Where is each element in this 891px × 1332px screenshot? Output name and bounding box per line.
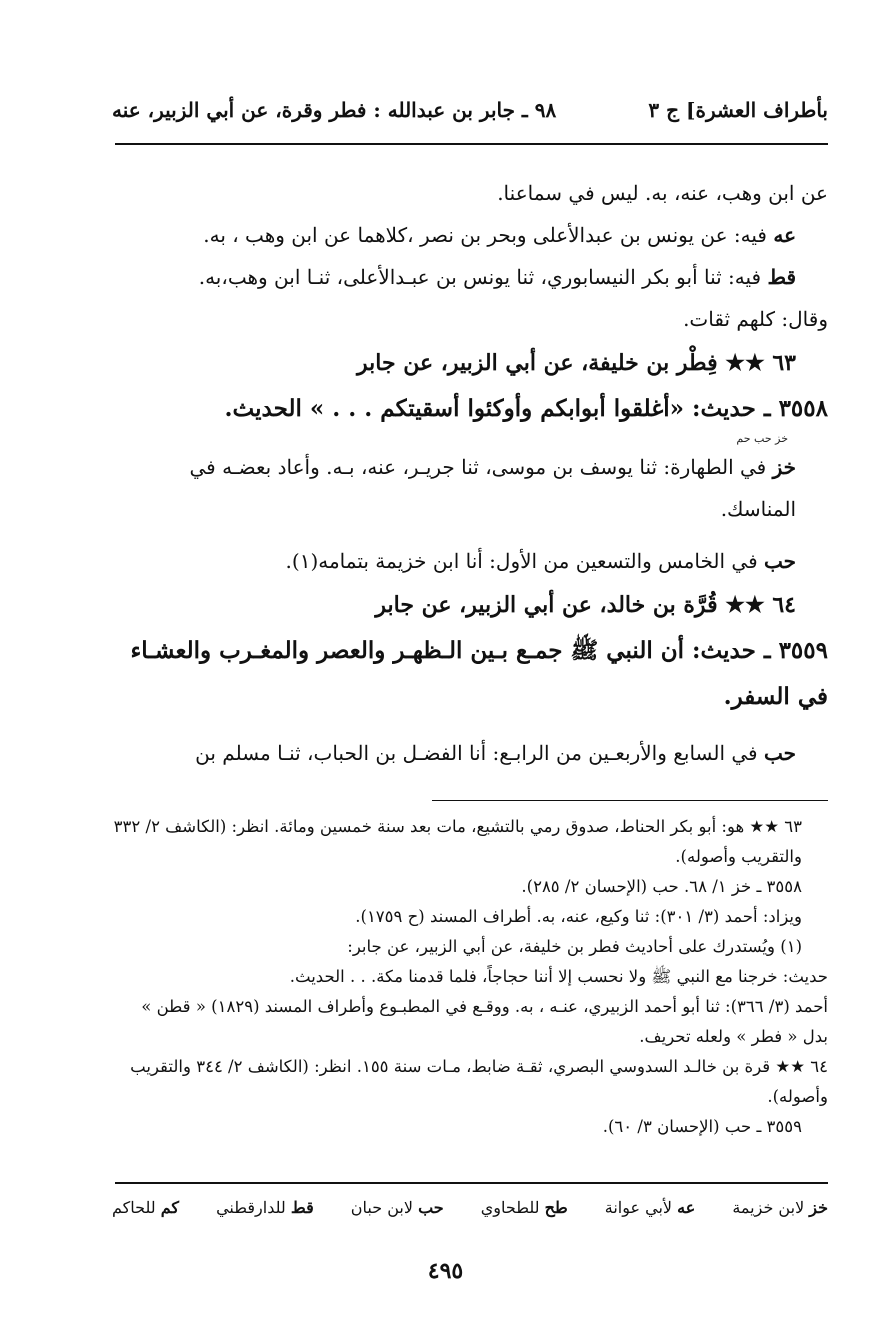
main-text	[112, 172, 828, 774]
abbreviation: عه لأبي عوانة	[604, 1198, 696, 1217]
footnotes	[112, 812, 828, 1142]
footnote: ويزاد: أحمد (٣/ ٣٠١): ثنا وكيع، عنه، به. أطراف المسند (ح ١٧٥٩).	[355, 907, 802, 926]
paragraph: حب في السابع والأربعـين من الرابـع: أنا الفضـل بن الحباب، ثنـا مسلم بن	[195, 741, 796, 765]
source-code: قط	[767, 265, 796, 289]
source-code: عه	[773, 223, 796, 247]
paragraph: قط فيه: ثنا أبو بكر النيسابوري، ثنا يونس بن عبـدالأعلى، ثنـا ابن وهب،به.	[198, 265, 796, 289]
footnote: (١) ويُستدرك على أحاديث فطر بن خليفة، عن أبي الزبير، عن جابر:	[347, 937, 802, 956]
narrator-heading: ٦٤ ★★ قُرَّة بن خالد، عن أبي الزبير، عن جابر	[375, 592, 796, 618]
source-code: حب	[763, 549, 796, 573]
abbreviation: كم للحاكم	[112, 1198, 180, 1217]
source-code: خز	[772, 455, 796, 479]
abbreviation: قط للدارقطني	[216, 1198, 314, 1217]
abbreviations-rule	[115, 1182, 828, 1184]
paragraph: وقال: كلهم ثقات.	[683, 307, 828, 331]
footnote: أحمد (٣/ ٣٦٦): ثنا أبو أحمد الزبيري، عنـه ، به. ووقـع في المطبـوع وأطراف المسند (١٨٢٩) « قطن » بدل « فطر » ولعله تحريف.	[141, 997, 828, 1046]
source-code: حب	[763, 741, 796, 765]
footnote-rule	[432, 800, 828, 801]
header-chapter: ٩٨ ـ جابر بن عبدالله : فطر وقرة، عن أبي الزبير، عنه	[112, 98, 557, 122]
paragraph: حب في الخامس والتسعين من الأول: أنا ابن خزيمة بتمامه(١).	[285, 549, 796, 573]
paragraph: عه فيه: عن يونس بن عبدالأعلى وبحر بن نصر ،كلاهما عن ابن وهب ، به.	[203, 223, 796, 247]
footnote: ٦٣ ★★ هو: أبو بكر الحناط، صدوق رمي بالتشيع، مات بعد سنة خمسين ومائة. انظر: (الكاشف ٢/ ٣٣٢ والتقريب وأصوله).	[113, 817, 802, 866]
source-marker: خز حب حم	[736, 432, 788, 445]
abbreviations-key	[112, 1198, 828, 1217]
header-volume: بأطراف العشرة] ج ٣	[648, 98, 828, 122]
abbreviation: طح للطحاوي	[480, 1198, 568, 1217]
abbreviation: حب لابن حبان	[350, 1198, 444, 1217]
paragraph: خز في الطهارة: ثنا يوسف بن موسى، ثنا جريـر، عنه، بـه. وأعاد بعضـه في المناسك.	[189, 455, 796, 521]
abbreviation: خز لابن خزيمة	[732, 1198, 828, 1217]
running-header	[112, 92, 828, 128]
page-number: ٤٩٥	[427, 1258, 464, 1284]
hadith-entry: ٣٥٥٩ ـ حديث: أن النبي ﷺ جمـع بـين الـظهـر والعصر والمغـرب والعشـاء في السفر.	[130, 637, 828, 710]
header-rule	[115, 143, 828, 145]
footnote: حديث: خرجنا مع النبي ﷺ ولا نحسب إلا أننا حجاجاً، فلما قدمنا مكة. . . الحديث.	[289, 967, 828, 986]
paragraph: عن ابن وهب، عنه، به. ليس في سماعنا.	[497, 181, 828, 205]
hadith-entry: ٣٥٥٨ ـ حديث: «أغلقوا أبوابكم وأوكئوا أسقيتكم . . . » الحديث.	[224, 395, 828, 422]
footnote: ٣٥٥٩ ـ حب (الإحسان ٣/ ٦٠).	[602, 1117, 802, 1136]
footnote: ٦٤ ★★ قرة بن خالـد السدوسي البصري، ثقـة ضابط، مـات سنة ١٥٥. انظر: (الكاشف ٢/ ٣٤٤ والتقريب وأصوله).	[130, 1057, 828, 1106]
narrator-heading: ٦٣ ★★ فِطْر بن خليفة، عن أبي الزبير، عن جابر	[357, 350, 796, 376]
footnote: ٣٥٥٨ ـ خز ١/ ٦٨. حب (الإحسان ٢/ ٢٨٥).	[521, 877, 802, 896]
